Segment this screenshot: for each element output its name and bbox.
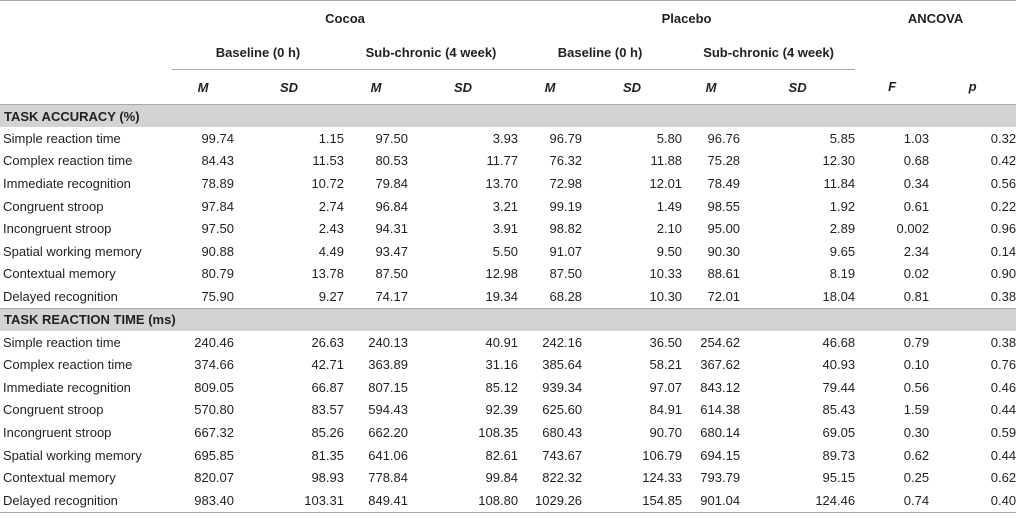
table-row: [0, 399, 1016, 422]
table-cell: 94.31: [375, 221, 408, 237]
table-cell: 97.50: [201, 221, 234, 237]
table-cell: 0.68: [903, 153, 930, 169]
table-cell: 1.92: [829, 198, 856, 214]
table-cell: 5.80: [656, 130, 683, 146]
table-row: [0, 466, 1016, 489]
table-cell: 0.32: [990, 130, 1016, 146]
row-label: Contextual memory: [3, 266, 116, 282]
table-cell: 36.50: [649, 334, 683, 350]
table-cell: 0.38: [990, 334, 1016, 350]
table-cell: 1.15: [318, 130, 344, 146]
table-cell: 80.79: [201, 266, 234, 282]
stat-header: M: [370, 79, 382, 95]
table-cell: 2.74: [318, 198, 344, 214]
table-cell: 2.34: [903, 243, 930, 259]
table-cell: 99.74: [201, 130, 234, 146]
subgroup-placebo-subchronic: Sub-chronic (4 week): [682, 35, 855, 70]
table-cell: 0.46: [990, 379, 1016, 395]
table-cell: 10.30: [649, 288, 683, 304]
table-cell: 72.01: [707, 288, 741, 304]
table-cell: 85.12: [485, 379, 519, 395]
table-cell: 124.33: [642, 470, 683, 486]
table-cell: 99.84: [485, 470, 519, 486]
table-cell: 124.46: [740, 489, 855, 512]
table-cell: 901.04: [682, 489, 740, 512]
table-cell: 106.79: [642, 447, 683, 463]
table-cell: 69.05: [822, 424, 856, 440]
row-label: Spatial working memory: [3, 243, 142, 259]
table-cell: 75.90: [201, 288, 234, 304]
table-cell: 254.62: [700, 334, 741, 350]
table-cell: 849.41: [344, 489, 408, 512]
table-cell: 154.85: [582, 489, 682, 512]
table-row: [0, 331, 1016, 354]
table-cell: 0.02: [903, 266, 930, 282]
table-cell: 74.17: [375, 288, 408, 304]
table-cell: 97.50: [375, 130, 408, 146]
table-cell: 92.39: [485, 402, 519, 418]
section-header-row: [0, 105, 1016, 128]
table-cell: 31.16: [485, 357, 519, 373]
table-cell: 793.79: [700, 470, 741, 486]
table-cell: 81.35: [311, 447, 344, 463]
stat-header: SD: [279, 79, 299, 95]
row-label: Immediate recognition: [3, 175, 131, 191]
row-label: Simple reaction time: [3, 334, 121, 350]
section-header-row: [0, 308, 1016, 331]
table-cell: 4.49: [318, 243, 344, 259]
table-cell: 95.00: [707, 221, 741, 237]
table-row: [0, 240, 1016, 263]
table-cell: 96.84: [375, 198, 408, 214]
table-cell: 1.49: [656, 198, 683, 214]
table-cell: 594.43: [368, 402, 408, 418]
table-cell: 0.25: [903, 470, 930, 486]
table-cell: 0.30: [903, 424, 930, 440]
table-cell: 90.88: [201, 243, 234, 259]
table-cell: 98.55: [707, 198, 741, 214]
row-label: Delayed recognition: [3, 288, 118, 304]
row-label: Spatial working memory: [3, 447, 142, 463]
table-cell: 66.87: [311, 379, 344, 395]
table-cell: 0.59: [990, 424, 1016, 440]
stat-header: M: [705, 79, 717, 95]
table-row: [0, 444, 1016, 467]
table-cell: 0.81: [903, 288, 930, 304]
table-cell: 939.34: [542, 379, 583, 395]
table-cell: 85.43: [822, 402, 856, 418]
table-cell: 9.65: [829, 243, 856, 259]
table-cell: 385.64: [542, 357, 583, 373]
table-cell: 11.77: [486, 153, 519, 169]
row-label: Incongruent stroop: [3, 221, 112, 237]
table-cell: 0.56: [903, 379, 930, 395]
table-cell: 78.89: [201, 175, 234, 191]
table-cell: 1.03: [903, 130, 930, 146]
table-cell: 11.84: [823, 175, 856, 191]
table-cell: 680.43: [542, 424, 583, 440]
table-cell: 103.31: [234, 489, 344, 512]
subgroup-header-row: [0, 35, 1016, 70]
table-cell: 3.91: [492, 221, 519, 237]
row-label: Congruent stroop: [3, 198, 104, 214]
table-cell: 5.50: [492, 243, 519, 259]
table-cell: 68.28: [549, 288, 583, 304]
table-cell: 108.80: [408, 489, 518, 512]
table-cell: 82.61: [485, 447, 519, 463]
table-cell: 680.14: [700, 424, 741, 440]
row-label: Simple reaction time: [3, 130, 121, 146]
subgroup-cocoa-baseline: Baseline (0 h): [172, 35, 344, 70]
table-cell: 76.32: [549, 153, 583, 169]
table-cell: 83.57: [311, 402, 344, 418]
subgroup-cocoa-subchronic: Sub-chronic (4 week): [344, 35, 518, 70]
table-cell: 19.34: [485, 288, 519, 304]
table-cell: 18.04: [822, 288, 856, 304]
table-cell: 0.56: [990, 175, 1016, 191]
table-cell: 95.15: [822, 470, 856, 486]
row-label: Delayed recognition: [0, 489, 172, 512]
row-label: Immediate recognition: [3, 379, 131, 395]
table-cell: 40.93: [822, 357, 856, 373]
stat-header-row: [0, 70, 1016, 105]
table-row: [0, 150, 1016, 173]
table-cell: 58.21: [649, 357, 683, 373]
table-cell: 0.44: [990, 447, 1016, 463]
row-label: Complex reaction time: [3, 153, 133, 169]
group-header-row: [0, 1, 1016, 36]
table-cell: 10.72: [311, 175, 344, 191]
table-cell: 2.43: [318, 221, 344, 237]
table-cell: 0.38: [990, 288, 1016, 304]
table-cell: 89.73: [822, 447, 856, 463]
table-cell: 97.07: [649, 379, 683, 395]
stat-header: M: [544, 79, 556, 95]
stat-header: SD: [453, 79, 473, 95]
table-cell: 667.32: [194, 424, 234, 440]
table-cell: 13.78: [311, 266, 344, 282]
table-cell: 42.71: [311, 357, 344, 373]
table-cell: 2.10: [656, 221, 683, 237]
table-cell: 97.84: [201, 198, 234, 214]
stat-header: p: [968, 79, 977, 95]
row-label: Complex reaction time: [3, 357, 133, 373]
table-cell: 614.38: [700, 402, 741, 418]
group-ancova: ANCOVA: [855, 1, 1016, 36]
subgroup-placebo-baseline: Baseline (0 h): [518, 35, 682, 70]
table-cell: 26.63: [311, 334, 344, 350]
table-cell: 0.14: [990, 243, 1016, 259]
table-cell: 99.19: [549, 198, 583, 214]
table-cell: 2.89: [829, 221, 856, 237]
table-row: [0, 172, 1016, 195]
table-cell: 0.62: [990, 470, 1016, 486]
table-cell: 570.80: [194, 402, 234, 418]
table-cell: 694.15: [700, 447, 741, 463]
table-cell: 108.35: [478, 424, 519, 440]
table-cell: 983.40: [172, 489, 234, 512]
table-cell: 80.53: [375, 153, 408, 169]
table-cell: 0.79: [903, 334, 930, 350]
table-cell: 0.62: [903, 447, 930, 463]
table-cell: 87.50: [375, 266, 408, 282]
table-cell: 695.85: [194, 447, 234, 463]
table-cell: 10.33: [649, 266, 683, 282]
table-cell: 778.84: [368, 470, 408, 486]
table-cell: 11.88: [650, 153, 683, 169]
table-row: [0, 127, 1016, 150]
table-cell: 40.91: [485, 334, 519, 350]
table-cell: 9.27: [318, 288, 344, 304]
stat-header: SD: [623, 79, 642, 95]
table-cell: 0.22: [990, 198, 1016, 214]
table-cell: 0.76: [990, 357, 1016, 373]
table-row: [0, 285, 1016, 308]
table-cell: 625.60: [542, 402, 583, 418]
table-cell: 72.98: [549, 175, 583, 191]
stat-header: M: [197, 79, 209, 95]
row-label: Congruent stroop: [3, 402, 104, 418]
table-cell: 46.68: [822, 334, 856, 350]
table-cell: 363.89: [368, 357, 408, 373]
table-cell: 0.002: [896, 221, 930, 237]
row-label: Contextual memory: [3, 470, 116, 486]
table-cell: 0.42: [990, 153, 1016, 169]
table-row: [0, 263, 1016, 286]
table-cell: 5.85: [829, 130, 856, 146]
table-cell: 0.96: [990, 221, 1016, 237]
table-row: [0, 421, 1016, 444]
table-row: [0, 376, 1016, 399]
table-cell: 0.10: [903, 357, 930, 373]
table-row: [0, 353, 1016, 376]
table-cell: 90.70: [649, 424, 683, 440]
table-cell: 75.28: [707, 153, 741, 169]
table-cell: 11.53: [312, 153, 344, 169]
table-row: [0, 217, 1016, 240]
table-cell: 1.59: [903, 402, 930, 418]
table-cell: 98.93: [311, 470, 344, 486]
table-cell: 662.20: [368, 424, 408, 440]
table-cell: 12.98: [485, 266, 519, 282]
table-cell: 0.40: [929, 489, 1016, 512]
table-row: [0, 489, 1016, 512]
table-cell: 843.12: [700, 379, 741, 395]
table-cell: 96.79: [549, 130, 583, 146]
table-cell: 79.84: [375, 175, 408, 191]
table-cell: 809.05: [194, 379, 234, 395]
table-cell: 13.70: [485, 175, 519, 191]
table-cell: 240.46: [194, 334, 234, 350]
table-cell: 9.50: [656, 243, 683, 259]
table-cell: 0.90: [990, 266, 1016, 282]
table-cell: 0.34: [903, 175, 930, 191]
table-cell: 1029.26: [518, 489, 582, 512]
group-cocoa: Cocoa: [172, 1, 518, 36]
table-cell: 12.30: [822, 153, 856, 169]
table-row: [0, 195, 1016, 218]
table-cell: 367.62: [700, 357, 741, 373]
stat-header: F: [888, 79, 897, 95]
table-cell: 8.19: [829, 266, 856, 282]
table-cell: 87.50: [549, 266, 583, 282]
table-cell: 88.61: [707, 266, 741, 282]
table-cell: 240.13: [368, 334, 408, 350]
table-cell: 641.06: [368, 447, 408, 463]
table-cell: 820.07: [194, 470, 234, 486]
table-cell: 85.26: [311, 424, 344, 440]
table-cell: 12.01: [649, 175, 683, 191]
table-cell: 374.66: [194, 357, 234, 373]
table-cell: 91.07: [549, 243, 583, 259]
table-cell: 78.49: [707, 175, 741, 191]
table-cell: 3.21: [492, 198, 519, 214]
table-cell: 93.47: [375, 243, 408, 259]
group-placebo: Placebo: [518, 1, 855, 36]
table-cell: 0.74: [855, 489, 929, 512]
table-cell: 242.16: [542, 334, 583, 350]
table-cell: 822.32: [542, 470, 583, 486]
table-cell: 3.93: [492, 130, 519, 146]
table-cell: 96.76: [707, 130, 741, 146]
table-cell: 0.44: [990, 402, 1016, 418]
table-cell: 90.30: [707, 243, 741, 259]
table-cell: 0.61: [903, 198, 930, 214]
table-cell: 79.44: [822, 379, 856, 395]
table-cell: 743.67: [542, 447, 583, 463]
section-title: TASK REACTION TIME (ms): [0, 308, 1016, 331]
table-cell: 98.82: [549, 221, 583, 237]
table-cell: 84.91: [649, 402, 683, 418]
stat-header: SD: [788, 79, 807, 95]
row-label: Incongruent stroop: [3, 424, 112, 440]
table-cell: 807.15: [368, 379, 408, 395]
section-title: TASK ACCURACY (%): [0, 105, 1016, 128]
table-cell: 84.43: [201, 153, 234, 169]
